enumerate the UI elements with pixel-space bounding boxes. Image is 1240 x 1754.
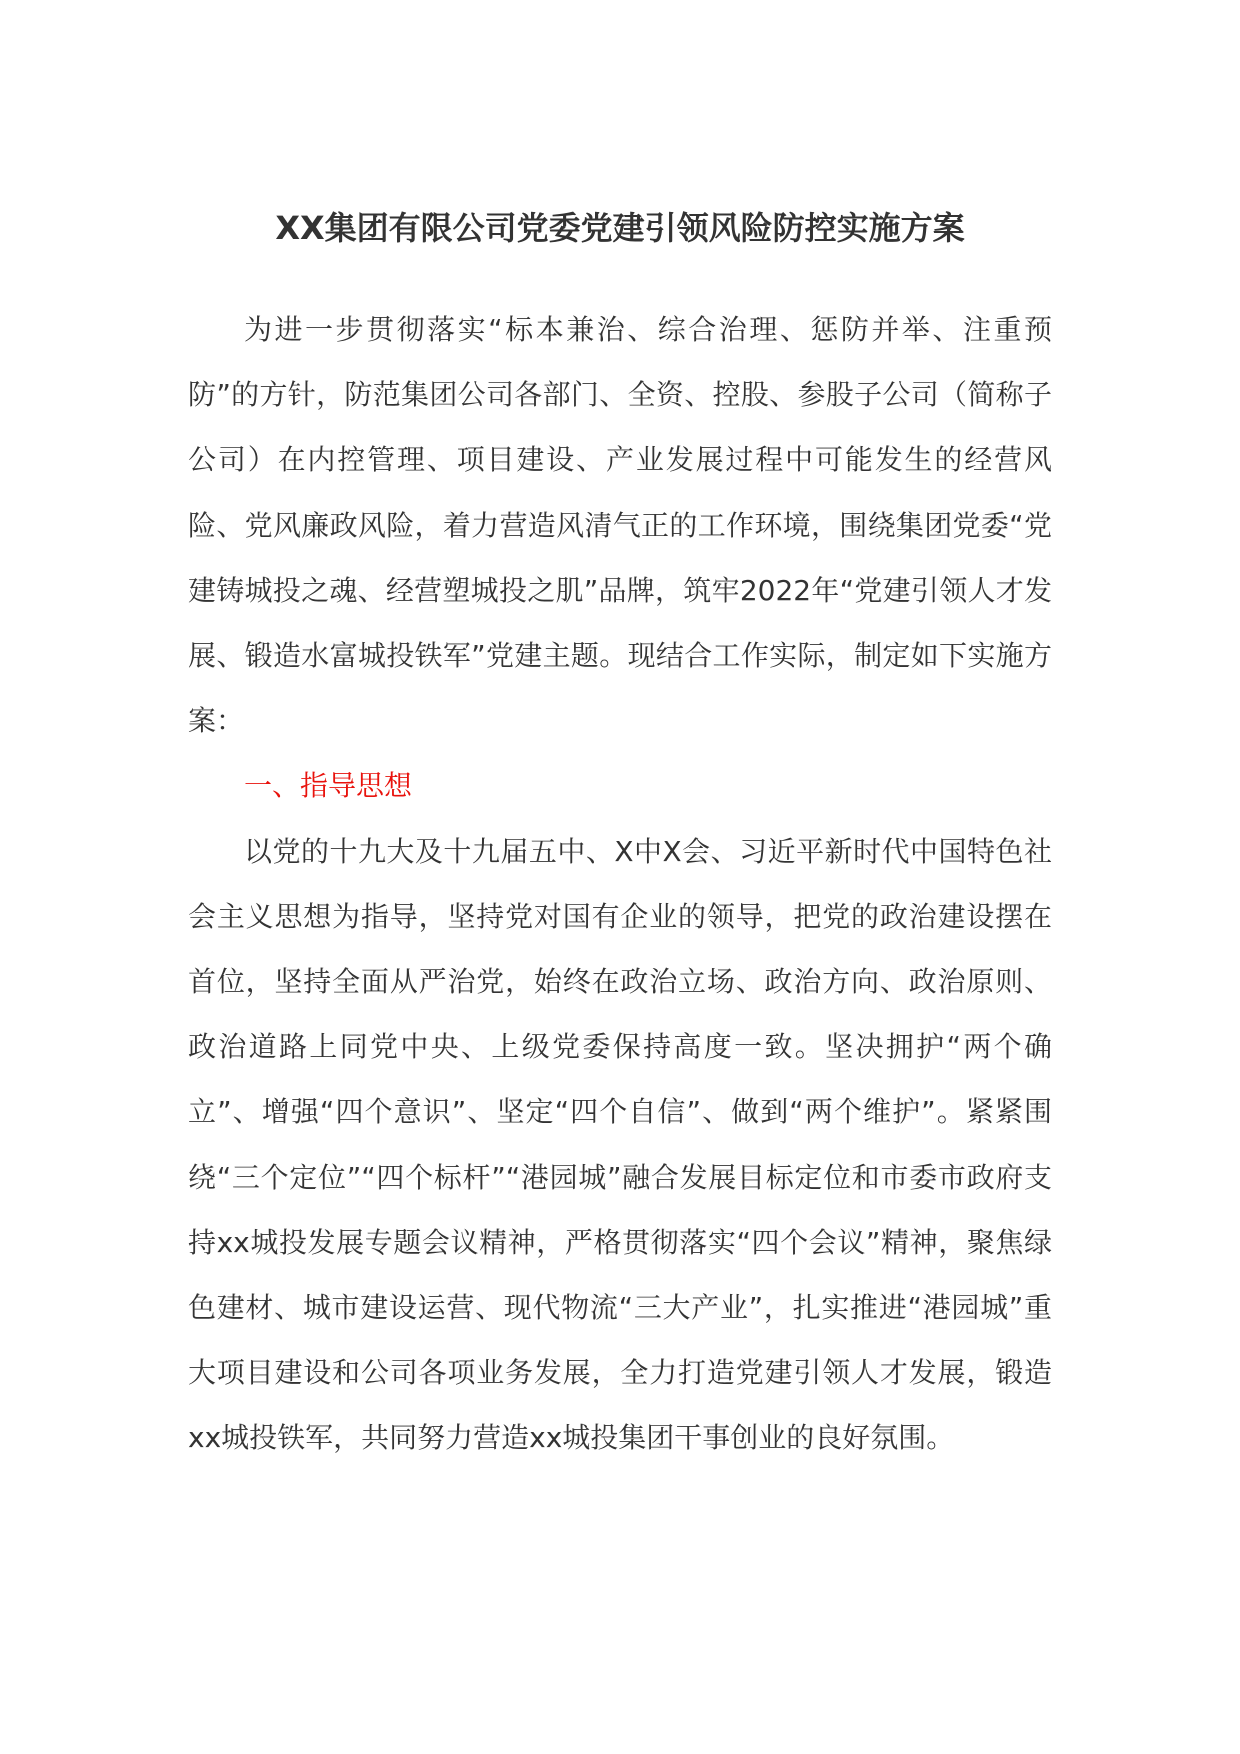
section-heading-guiding-ideology: 一、指导思想 <box>244 769 413 803</box>
intro-paragraph: 为进一步贯彻落实“标本兼治、综合治理、惩防并举、注重预防”的方针，防范集团公司各部门、全资、控股、参股子公司（简称子公司）在内控管理、项目建设、产业发展过程中可能发生的经营风险、党风廉政风险，着力营造风清气正的工作环境，围绕集团党委“党建铸城投之魂、经营塑城投之肌”品牌，筑牢2022年“党建引领人才发展、锻造水富城投铁军”党建主题。现结合工作实际，制定如下实施方案： <box>188 313 1052 738</box>
document-body <box>188 297 1052 1471</box>
guiding-ideology-paragraph: 以党的十九大及十九届五中、X中X会、习近平新时代中国特色社会主义思想为指导，坚持党对国有企业的领导，把党的政治建设摆在首位，坚持全面从严治党，始终在政治立场、政治方向、政治原则、政治道路上同党中央、上级党委保持高度一致。坚决拥护“两个确立”、增强“四个意识”、坚定“四个自信”、做到“两个维护”。紧紧围绕“三个定位”“四个标杆”“港园城”融合发展目标定位和市委市政府支持xx城投发展专题会议精神，严格贯彻落实“四个会议”精神，聚焦绿色建材、城市建设运营、现代物流“三大产业”，扎实推进“港园城”重大项目建设和公司各项业务发展，全力打造党建引领人才发展，锻造xx城投铁军，共同努力营造xx城投集团干事创业的良好氛围。 <box>188 834 1052 1455</box>
document-title: XX集团有限公司党委党建引领风险防控实施方案 <box>275 209 965 247</box>
